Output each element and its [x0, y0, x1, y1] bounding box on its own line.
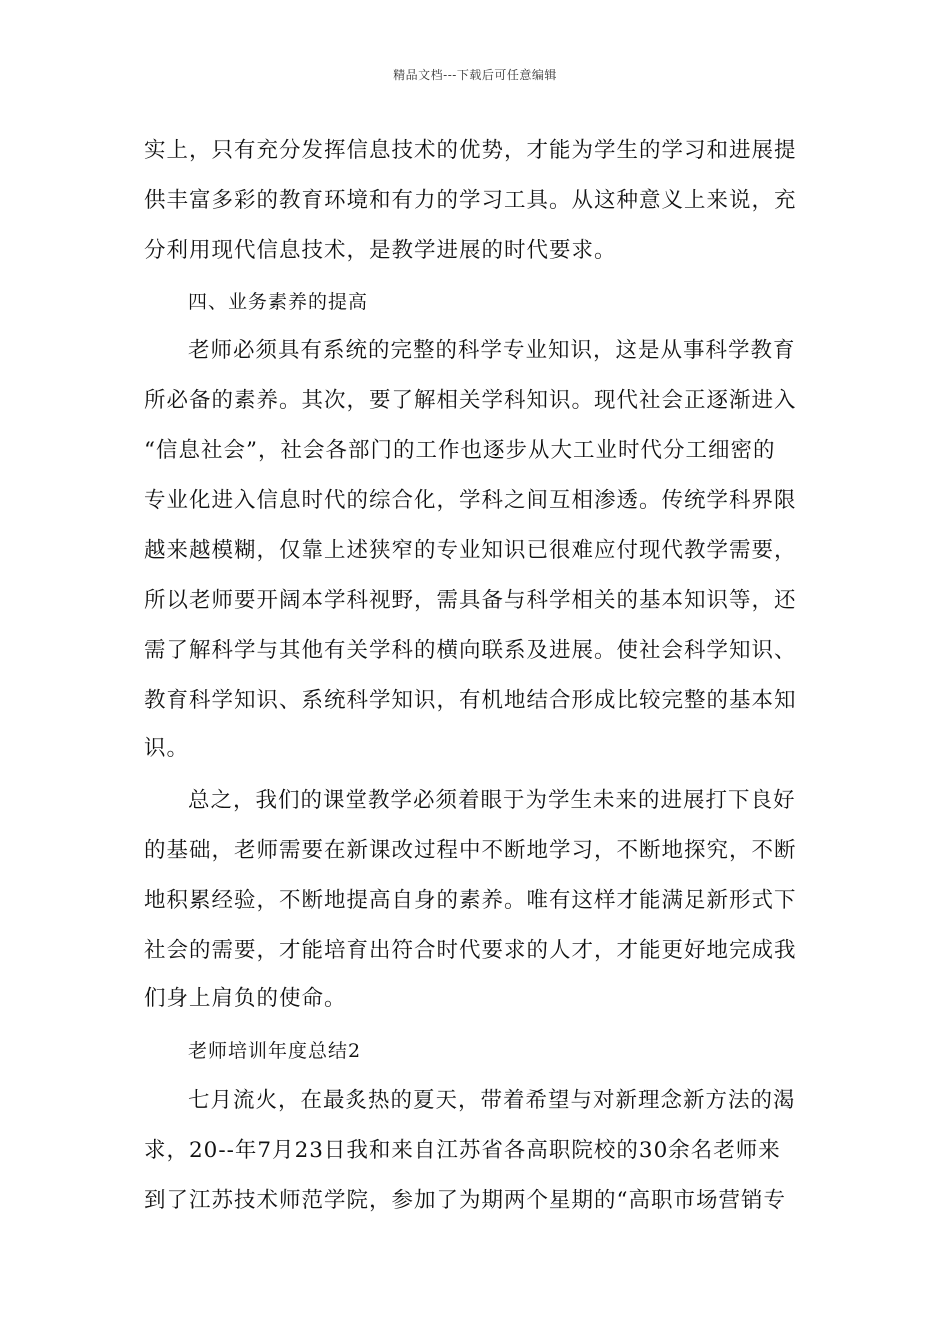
body-line: 七月流火，在最炙热的夏天，带着希望与对新理念新方法的渴 — [188, 1088, 796, 1113]
body-line: 所以老师要开阔本学科视野，需具备与科学相关的基本知识等，还 — [144, 588, 797, 613]
section-heading: 四、业务素养的提高 — [188, 291, 369, 313]
body-line: 总之，我们的课堂教学必须着眼于为学生未来的进展打下良好 — [188, 788, 796, 813]
body-line: 所必备的素养。其次，要了解相关学科知识。现代社会正逐渐进入 — [144, 388, 797, 413]
body-line: 社会的需要，才能培育出符合时代要求的人才，才能更好地完成我 — [144, 938, 797, 963]
body-line: 越来越模糊，仅靠上述狭窄的专业知识已很难应付现代教学需要， — [144, 538, 797, 563]
body-line: 识。 — [144, 736, 190, 761]
body-line: 分利用现代信息技术，是教学进展的时代要求。 — [144, 238, 617, 263]
body-line: 实上，只有充分发挥信息技术的优势，才能为学生的学习和进展提 — [144, 138, 797, 163]
body-line: 到了江苏技术师范学院，参加了为期两个星期的“高职市场营销专 — [144, 1188, 786, 1213]
body-line: 地积累经验，不断地提高自身的素养。唯有这样才能满足新形式下 — [144, 888, 797, 913]
body-line: 供丰富多彩的教育环境和有力的学习工具。从这种意义上来说，充 — [144, 188, 797, 213]
body-line: 求，20--年7月23日我和来自江苏省各高职院校的30余名老师来 — [144, 1138, 781, 1163]
body-line: 老师必须具有系统的完整的科学专业知识，这是从事科学教育 — [188, 338, 796, 363]
page-header: 精品文档---下载后可任意编辑 — [393, 68, 557, 82]
section-heading: 老师培训年度总结2 — [188, 1040, 362, 1062]
body-line: 需了解科学与其他有关学科的横向联系及进展。使社会科学知识、 — [144, 638, 797, 663]
body-line: 们身上肩负的使命。 — [144, 986, 347, 1011]
body-line: “信息社会”，社会各部门的工作也逐步从大工业时代分工细密的 — [144, 438, 776, 463]
body-line: 教育科学知识、系统科学知识，有机地结合形成比较完整的基本知 — [144, 688, 797, 713]
body-line: 专业化进入信息时代的综合化，学科之间互相渗透。传统学科界限 — [144, 488, 797, 513]
body-line: 的基础，老师需要在新课改过程中不断地学习，不断地探究，不断 — [144, 838, 797, 863]
